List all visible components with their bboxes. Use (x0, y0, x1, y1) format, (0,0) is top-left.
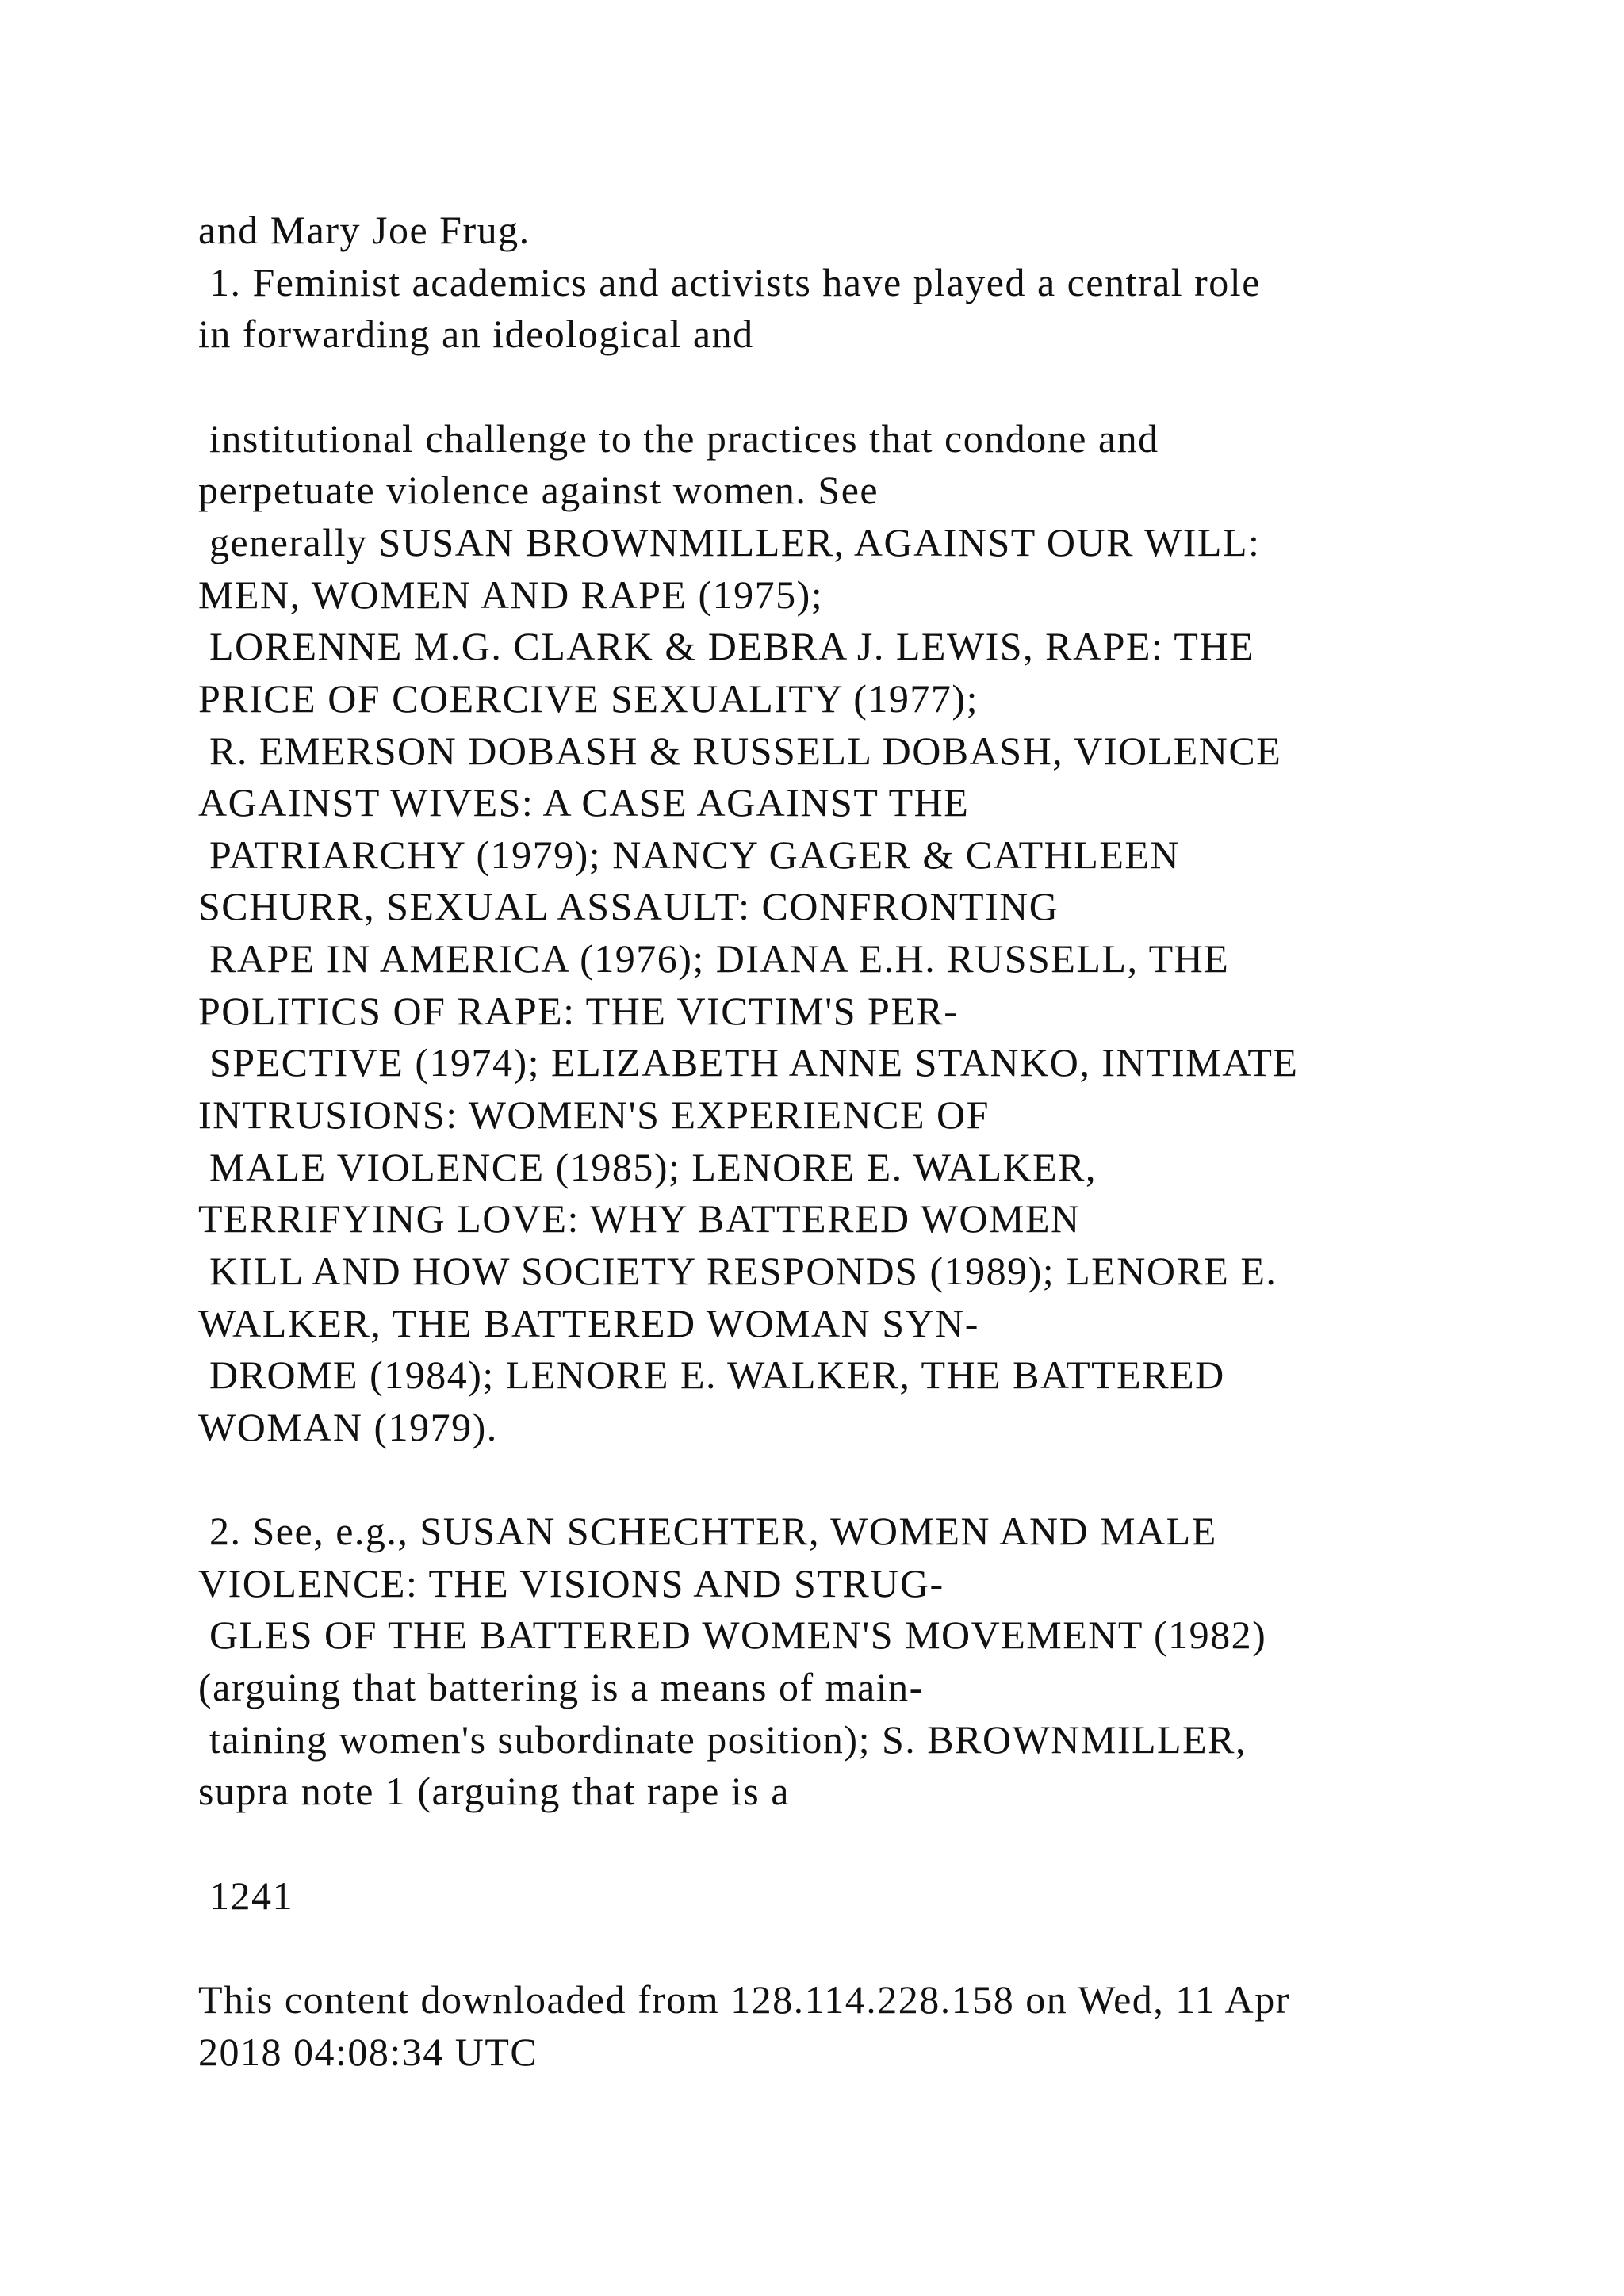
text-line: 1. Feminist academics and activists have played a central role (198, 260, 1261, 304)
text-line: generally SUSAN BROWNMILLER, AGAINST OUR WILL: (198, 520, 1261, 564)
text-line: PRICE OF COERCIVE SEXUALITY (1977); (198, 676, 979, 721)
text-line: INTRUSIONS: WOMEN'S EXPERIENCE OF (198, 1093, 990, 1137)
text-line: PATRIARCHY (1979); NANCY GAGER & CATHLEEN (198, 832, 1181, 877)
text-line: KILL AND HOW SOCIETY RESPONDS (1989); LENORE E. (198, 1249, 1277, 1293)
text-line: MALE VIOLENCE (1985); LENORE E. WALKER, (198, 1145, 1097, 1189)
text-line: institutional challenge to the practices that condone and (198, 416, 1159, 461)
text-line: TERRIFYING LOVE: WHY BATTERED WOMEN (198, 1196, 1081, 1241)
text-line: taining women's subordinate position); S. BROWNMILLER, (198, 1717, 1247, 1762)
download-notice: 2018 04:08:34 UTC (198, 2030, 538, 2074)
text-line: MEN, WOMEN AND RAPE (1975); (198, 572, 824, 617)
text-line: supra note 1 (arguing that rape is a (198, 1769, 790, 1813)
text-line: SCHURR, SEXUAL ASSAULT: CONFRONTING (198, 884, 1059, 928)
page-number: 1241 (198, 1873, 293, 1918)
text-line: LORENNE M.G. CLARK & DEBRA J. LEWIS, RAPE: THE (198, 624, 1255, 668)
download-notice: This content downloaded from 128.114.228.158 on Wed, 11 Apr (198, 1977, 1290, 2022)
text-line: DROME (1984); LENORE E. WALKER, THE BATTERED (198, 1353, 1225, 1397)
text-line: WOMAN (1979). (198, 1405, 498, 1449)
text-line: AGAINST WIVES: A CASE AGAINST THE (198, 780, 970, 825)
text-line: in forwarding an ideological and (198, 312, 754, 356)
text-line: (arguing that battering is a means of main- (198, 1665, 924, 1709)
text-line: 2. See, e.g., SUSAN SCHECHTER, WOMEN AND MALE (198, 1509, 1217, 1553)
text-line: SPECTIVE (1974); ELIZABETH ANNE STANKO, INTIMATE (198, 1040, 1299, 1085)
text-line: and Mary Joe Frug. (198, 208, 530, 252)
text-line: POLITICS OF RAPE: THE VICTIM'S PER- (198, 989, 959, 1033)
text-line: GLES OF THE BATTERED WOMEN'S MOVEMENT (1982) (198, 1613, 1267, 1657)
text-line: RAPE IN AMERICA (1976); DIANA E.H. RUSSELL, THE (198, 936, 1230, 981)
text-line: perpetuate violence against women. See (198, 468, 879, 512)
text-line: R. EMERSON DOBASH & RUSSELL DOBASH, VIOLENCE (198, 729, 1282, 773)
text-line: WALKER, THE BATTERED WOMAN SYN- (198, 1301, 979, 1345)
text-line: VIOLENCE: THE VISIONS AND STRUG- (198, 1561, 944, 1605)
